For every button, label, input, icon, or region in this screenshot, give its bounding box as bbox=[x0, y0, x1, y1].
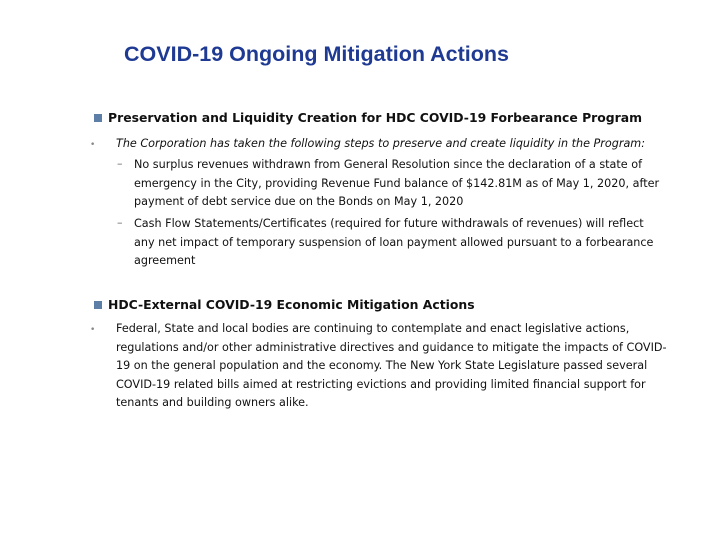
list-item: No surplus revenues withdrawn from General Resolution since the declaration of a state of emergency in the City, providing Revenue Fund balance of $142.81M as of May 1, 2020, after payment of debt service due on the Bonds on May 1, 2020 bbox=[134, 158, 660, 208]
sub-bullet-text: Federal, State and local bodies are continuing to contemplate and enact legislative actions, regulations and/or other administrative directives and guidance to mitigate the impacts of COVID-19 on the general population and the economy. The New York State Legislature passed several COVID-19 related bills aimed at restricting evictions and providing limited financial support for tenants and building owners alike. bbox=[116, 322, 667, 409]
dash-bullet-icon: – bbox=[117, 216, 123, 229]
dash-bullet-icon: – bbox=[117, 157, 123, 170]
section-heading-text: Preservation and Liquidity Creation for HDC COVID-19 Forbearance Program bbox=[108, 110, 643, 125]
section-heading-preservation bbox=[94, 110, 642, 125]
section-heading-text: HDC-External COVID-19 Economic Mitigation Actions bbox=[108, 297, 475, 312]
dot-bullet-icon: • bbox=[90, 325, 96, 335]
slide-title: COVID-19 Ongoing Mitigation Actions bbox=[124, 42, 509, 66]
section-heading-external bbox=[94, 297, 475, 312]
square-bullet-icon bbox=[94, 114, 102, 122]
square-bullet-icon bbox=[94, 301, 102, 309]
list-item: Cash Flow Statements/Certificates (required for future withdrawals of revenues) will reflect any net impact of temporary suspension of loan payment allowed pursuant to a forbearance agreement bbox=[134, 217, 654, 267]
sub-bullet-text: The Corporation has taken the following steps to preserve and create liquidity in the Program: bbox=[116, 137, 645, 150]
dot-bullet-icon: • bbox=[90, 140, 96, 150]
